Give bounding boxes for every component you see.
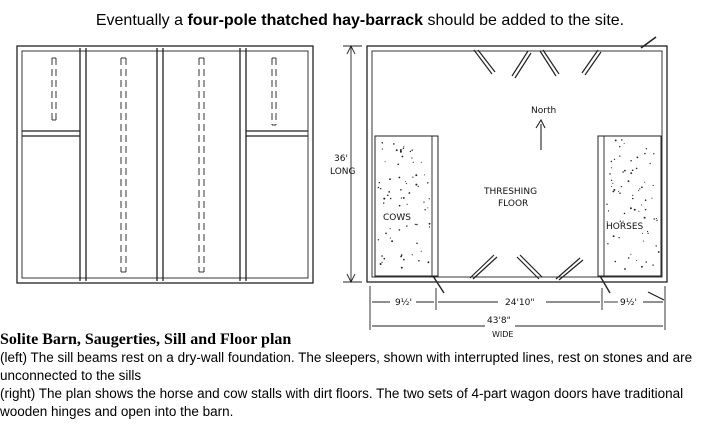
dirt-dot bbox=[630, 207, 632, 209]
dirt-dot bbox=[403, 259, 405, 261]
dirt-dot bbox=[606, 204, 607, 205]
dirt-dot bbox=[407, 204, 408, 205]
dirt-dot bbox=[403, 148, 404, 149]
north-arrow-icon bbox=[536, 120, 545, 150]
floor-plan bbox=[343, 37, 667, 330]
dirt-dot bbox=[624, 170, 626, 172]
dirt-dot bbox=[612, 191, 614, 193]
dirt-dot bbox=[641, 186, 643, 188]
dirt-dot bbox=[644, 153, 645, 154]
dirt-dot bbox=[632, 169, 634, 171]
dirt-dot bbox=[645, 209, 647, 211]
dirt-dot bbox=[644, 217, 646, 219]
dirt-dot bbox=[619, 192, 621, 194]
dirt-dot bbox=[387, 195, 389, 197]
dirt-dot bbox=[423, 201, 424, 202]
dirt-dot bbox=[653, 153, 654, 154]
north-label: North bbox=[531, 106, 557, 116]
barn-outer-wall bbox=[367, 46, 667, 282]
dirt-dot bbox=[399, 177, 401, 179]
dirt-dot bbox=[654, 218, 655, 219]
dirt-dot bbox=[646, 148, 647, 149]
dirt-dot bbox=[400, 149, 402, 151]
dirt-dot bbox=[650, 163, 651, 164]
dirt-dot bbox=[641, 266, 643, 268]
dirt-dot bbox=[418, 186, 419, 187]
dirt-dot bbox=[393, 143, 395, 145]
dirt-dot bbox=[390, 198, 392, 200]
dirt-dot bbox=[400, 189, 402, 191]
dirt-dot bbox=[403, 197, 405, 199]
dirt-dot bbox=[613, 235, 615, 237]
dirt-dot bbox=[396, 149, 398, 151]
cow-stall bbox=[375, 136, 438, 276]
dirt-dot bbox=[427, 207, 428, 208]
dirt-dot bbox=[415, 184, 417, 186]
dirt-dot bbox=[611, 180, 612, 181]
dirt-dot bbox=[427, 261, 429, 263]
dirt-dot bbox=[406, 225, 407, 226]
dirt-dot bbox=[632, 198, 634, 200]
caption-title: Solite Barn, Saugerties, Sill and Floor plan bbox=[0, 331, 292, 348]
dirt-dot bbox=[630, 254, 631, 255]
dirt-dot bbox=[415, 224, 416, 225]
dirt-dot bbox=[412, 254, 413, 255]
dirt-dot bbox=[391, 240, 393, 242]
dirt-dot bbox=[647, 231, 648, 232]
headline-bold: four-pole thatched hay-barrack bbox=[187, 12, 424, 29]
dirt-dot bbox=[409, 192, 411, 194]
dirt-dot bbox=[411, 149, 413, 151]
dirt-dot bbox=[611, 167, 612, 168]
dirt-dot bbox=[630, 172, 632, 174]
dirt-dot bbox=[638, 190, 639, 191]
dirt-dot bbox=[624, 268, 626, 270]
dirt-dot bbox=[401, 267, 403, 269]
dirt-dot bbox=[388, 191, 390, 193]
length-value: 36' bbox=[334, 154, 348, 164]
dim-right: 9½' bbox=[620, 298, 637, 308]
dirt-dot bbox=[415, 174, 417, 176]
dirt-dot bbox=[624, 213, 626, 215]
bottom-wagon-doors bbox=[470, 255, 583, 280]
caption bbox=[0, 330, 716, 421]
dirt-dot bbox=[385, 161, 386, 162]
dirt-dot bbox=[427, 182, 428, 183]
dirt-dot bbox=[628, 180, 630, 182]
dirt-dot bbox=[644, 182, 645, 183]
dirt-dot bbox=[638, 211, 639, 212]
dirt-dot bbox=[618, 237, 619, 238]
dirt-dot bbox=[380, 188, 381, 189]
dirt-dot bbox=[418, 260, 420, 262]
dirt-dot bbox=[622, 171, 624, 173]
dirt-dot bbox=[429, 226, 430, 227]
dirt-dot bbox=[658, 251, 660, 253]
threshing-label-1: THRESHING bbox=[484, 187, 538, 197]
dirt-dot bbox=[636, 260, 637, 261]
dim-left: 9½' bbox=[395, 298, 412, 308]
dirt-dot bbox=[647, 233, 648, 234]
dirt-dot bbox=[639, 188, 640, 189]
dirt-dot bbox=[390, 238, 391, 239]
dirt-dot bbox=[612, 183, 613, 184]
dirt-dot bbox=[624, 143, 625, 144]
dirt-dot bbox=[399, 229, 401, 231]
dirt-dot bbox=[653, 185, 654, 186]
dirt-dot bbox=[382, 142, 384, 144]
dirt-dot bbox=[402, 156, 404, 158]
dirt-dot bbox=[416, 224, 418, 226]
dirt-dot bbox=[382, 148, 383, 149]
dirt-dot bbox=[381, 262, 382, 263]
length-dimension bbox=[343, 46, 362, 282]
dirt-dot bbox=[412, 177, 413, 178]
dirt-dot bbox=[614, 261, 616, 263]
cows-label: COWS bbox=[383, 213, 411, 223]
dim-center: 24'10" bbox=[505, 298, 535, 308]
dirt-dot bbox=[383, 198, 385, 200]
dirt-dot bbox=[645, 261, 646, 262]
dirt-dot bbox=[378, 239, 379, 240]
dirt-dot bbox=[611, 186, 612, 187]
dirt-dot bbox=[621, 186, 622, 187]
dirt-dot bbox=[630, 160, 631, 161]
dirt-dot bbox=[378, 187, 380, 189]
dirt-dot bbox=[652, 264, 653, 265]
dirt-dot bbox=[403, 146, 404, 147]
caption-line-left: (left) The sill beams rest on a dry-wall foundation. The sleepers, shown with interrupted lines, rest on stones and are unconnected to the sills bbox=[0, 350, 693, 383]
dirt-dot bbox=[614, 159, 615, 160]
dirt-dot bbox=[615, 139, 617, 141]
sill-plan bbox=[17, 46, 313, 283]
dirt-dot bbox=[637, 157, 639, 159]
dirt-dot bbox=[609, 173, 611, 175]
dirt-dot bbox=[399, 205, 401, 207]
dirt-dot bbox=[632, 195, 633, 196]
dirt-dot bbox=[400, 151, 402, 153]
dim-total: 43'8" bbox=[487, 316, 511, 326]
dirt-dot bbox=[413, 162, 414, 163]
dirt-dot bbox=[608, 210, 609, 211]
dirt-dot bbox=[656, 220, 657, 221]
dirt-dot bbox=[429, 198, 430, 199]
top-wagon-doors bbox=[474, 50, 601, 78]
dirt-dot bbox=[429, 223, 431, 225]
dirt-dot bbox=[390, 228, 391, 229]
dirt-dot bbox=[424, 209, 425, 210]
dirt-dot bbox=[380, 263, 382, 265]
dirt-dot bbox=[621, 139, 622, 140]
dirt-dot bbox=[383, 258, 385, 260]
dirt-dot bbox=[651, 198, 652, 199]
dirt-dot bbox=[613, 189, 615, 191]
dirt-dot bbox=[656, 218, 657, 219]
dirt-dot bbox=[641, 204, 642, 205]
headline-suffix: should be added to the site. bbox=[423, 12, 625, 29]
dirt-dot bbox=[401, 197, 402, 198]
dirt-dot bbox=[619, 155, 620, 156]
dirt-dot bbox=[421, 162, 422, 163]
cow-stall-dirt-floor bbox=[378, 142, 431, 269]
dirt-dot bbox=[383, 202, 384, 203]
dirt-dot bbox=[636, 168, 638, 170]
dirt-dot bbox=[416, 243, 418, 245]
dirt-dot bbox=[607, 243, 608, 244]
dirt-dot bbox=[618, 191, 619, 192]
dirt-dot bbox=[421, 251, 422, 252]
dirt-dot bbox=[389, 178, 391, 180]
dirt-dot bbox=[411, 157, 412, 158]
dirt-dot bbox=[406, 183, 407, 184]
dirt-dot bbox=[405, 181, 406, 182]
caption-line-right: (right) The plan shows the horse and cow stalls with dirt floors. The two sets of 4-part wagon doors have traditional wooden hinges and open into the barn. bbox=[0, 386, 684, 419]
dirt-dot bbox=[634, 209, 636, 211]
length-word: LONG bbox=[330, 167, 356, 177]
dirt-dot bbox=[643, 241, 644, 242]
headline-prefix: Eventually a bbox=[95, 12, 188, 29]
width-dimensions bbox=[370, 286, 665, 330]
dirt-dot bbox=[645, 199, 647, 201]
dirt-dot bbox=[410, 151, 411, 152]
threshing-label-2: FLOOR bbox=[498, 199, 529, 209]
horses-label: HORSES bbox=[606, 222, 644, 232]
dirt-dot bbox=[385, 232, 387, 234]
dirt-dot bbox=[655, 245, 656, 246]
dirt-dot bbox=[642, 233, 643, 234]
dirt-dot bbox=[397, 163, 399, 165]
dirt-dot bbox=[611, 161, 612, 162]
dirt-dot bbox=[424, 174, 425, 175]
dirt-dot bbox=[619, 146, 620, 147]
horse-stall bbox=[598, 136, 661, 276]
dim-total-word: WIDE bbox=[492, 330, 514, 339]
horse-stall-dirt-floor bbox=[606, 139, 659, 270]
dirt-dot bbox=[628, 257, 630, 259]
dirt-dot bbox=[381, 255, 383, 257]
dirt-dot bbox=[379, 182, 380, 183]
sill-outer-frame bbox=[17, 46, 313, 283]
dirt-dot bbox=[400, 256, 402, 258]
